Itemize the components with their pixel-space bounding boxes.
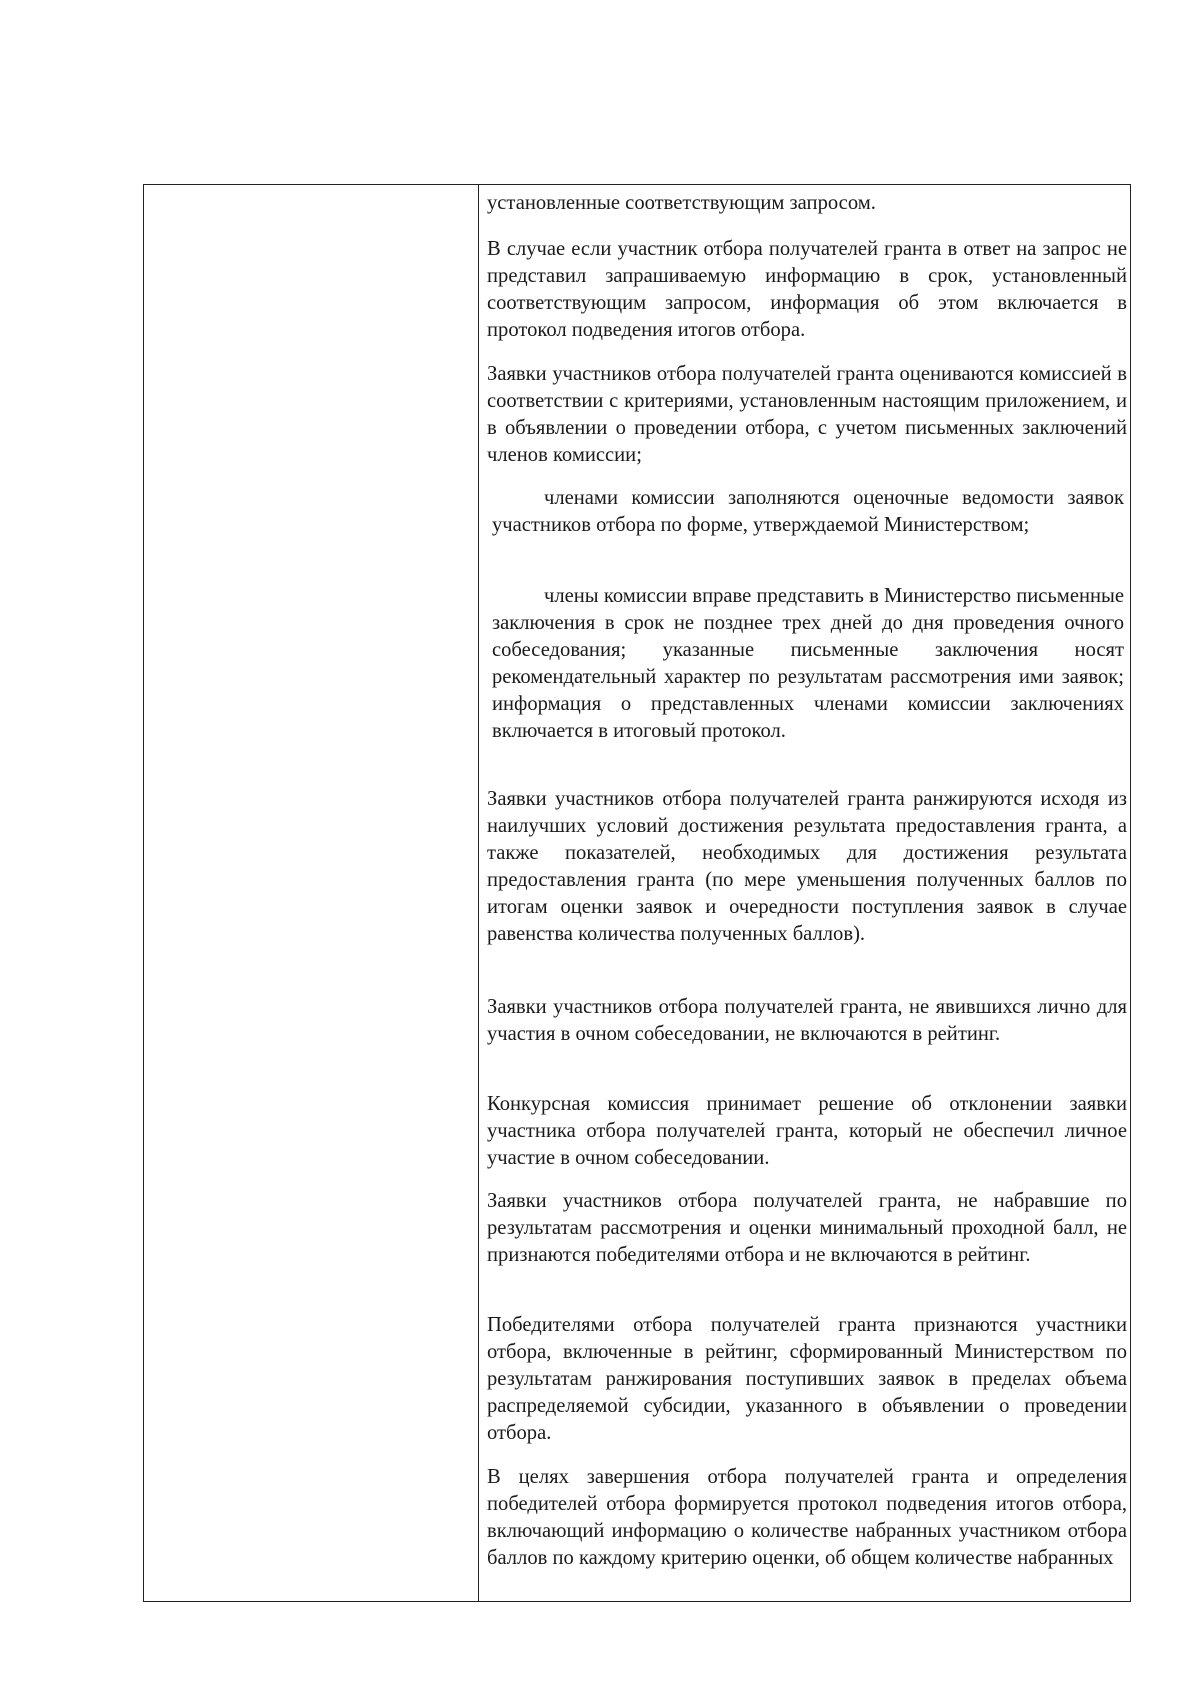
paragraph: членами комиссии заполняются оценочные ведомости заявок участников отбора по форме, утверждаемой Министерством; — [492, 487, 1124, 536]
paragraph: Заявки участников отбора получателей гранта, не набравшие по результатам рассмотрения и оценки минимальный проходной балл, не признаются победителями отбора и не включаются в рейтинг. — [487, 1190, 1127, 1266]
paragraph: Заявки участников отбора получателей гранта, не явившихся лично для участия в очном собеседовании, не включаются в рейтинг. — [487, 996, 1127, 1045]
paragraph: Заявки участников отбора получателей гранта ранжируются исходя из наилучших условий достижения результата предоставления гранта, а также показателей, необходимых для достижения результата предоставления гранта (по мере уменьшения полученных баллов по итогам оценки заявок и очередности поступления заявок в случае равенства количества полученных баллов). — [487, 788, 1127, 945]
column-divider — [478, 185, 479, 1601]
paragraph: Конкурсная комиссия принимает решение об отклонении заявки участника отбора получателей гранта, который не обеспечил личное участие в очном собеседовании. — [487, 1093, 1127, 1169]
paragraph: члены комиссии вправе представить в Министерство письменные заключения в срок не позднее трех дней до дня проведения очного собеседования; указанные письменные заключения носят рекомендательный характер по результатам рассмотрения ими заявок; информация о представленных членами комиссии заключениях включается в итоговый протокол. — [492, 585, 1124, 742]
paragraph: Заявки участников отбора получателей гранта оцениваются комиссией в соответствии с критериями, установленным настоящим приложением, и в объявлении о проведении отбора, с учетом письменных заключений членов комиссии; — [487, 363, 1127, 466]
paragraph: В случае если участник отбора получателей гранта в ответ на запрос не представил запрашиваемую информацию в срок, установленный соответствующим запросом, информация об этом включается в протокол подведения итогов отбора. — [487, 238, 1127, 341]
paragraph: Победителями отбора получателей гранта признаются участники отбора, включенные в рейтинг, сформированный Министерством по результатам ранжирования поступивших заявок в пределах объема распределяемой субсидии, указанного в объявлении о проведении отбора. — [487, 1314, 1127, 1444]
document-table — [143, 184, 1131, 1602]
table-right-cell — [480, 185, 1130, 1601]
table-left-cell — [144, 185, 478, 1601]
paragraph: установленные соответствующим запросом. — [487, 192, 876, 214]
paragraph: В целях завершения отбора получателей гранта и определения победителей отбора формируется протокол подведения итогов отбора, включающий информацию о количестве набранных участником отбора баллов по каждому критерию оценки, об общем количестве набранных — [487, 1466, 1127, 1569]
